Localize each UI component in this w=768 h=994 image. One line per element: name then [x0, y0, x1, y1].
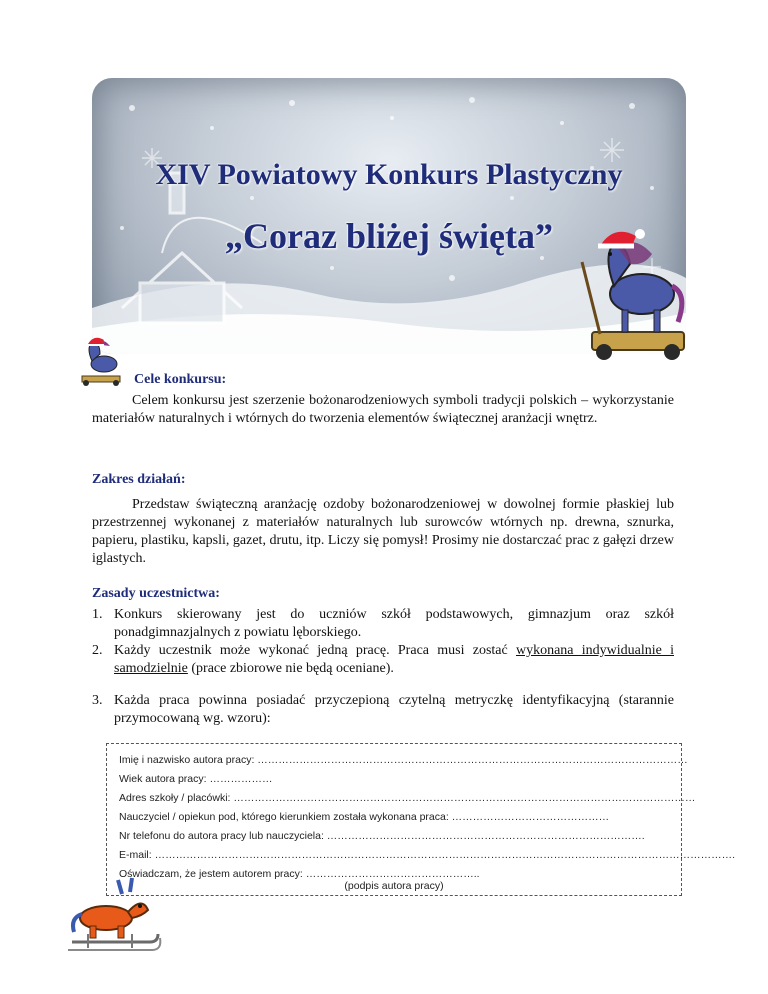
identification-form [106, 743, 736, 896]
rules-list [92, 606, 674, 728]
rule-item: 2. Każdy uczestnik może wykonać jedną pracę. Praca musi zostać wykonana indywidualnie i samodzielnie (prace zbiorowe nie będą oceniane). [92, 643, 674, 676]
rule-item: 1. Konkurs skierowany jest do uczniów szkół podstawowych, gimnazjum oraz szkół ponadgimnazjalnych z powiatu lęborskiego. [92, 607, 674, 640]
cele-text: Celem konkursu jest szerzenie bożonarodzeniowych symboli tradycji polskich – wykorzystanie materiałów naturalnych i wtórnych do tworzenia elementów świątecznej aranżacji wnętrz. [92, 393, 674, 426]
form-line-email: E-mail: …………………………………………………………………………………………………………………………………………………. [119, 849, 736, 861]
banner-title-line2: „Coraz bliżej święta” [225, 216, 553, 256]
form-line-phone: Nr telefonu do autora pracy lub nauczyciela: ………………………………………………………………………………. [119, 830, 645, 842]
zakres-text: Przedstaw świąteczną aranżację ozdoby bożonarodzeniowej w dowolnej formie płaskiej lub przestrzennej wykonanej z materiałów naturalnych lub surowców wtórnych np. drewna, sznurka, papieru, plastiku, kapsli, gazet, drutu, itp. Liczy się pomysł! Prosimy nie dostarczać prac z gałęzi drzew iglastych. [92, 497, 674, 566]
form-line-declaration: Oświadczam, że jestem autorem pracy: ………………………………………….. [119, 868, 480, 880]
form-line-name: Imię i nazwisko autora pracy: …………………………………………………………………………………………………………… [119, 754, 688, 766]
form-line-school: Adres szkoły / placówki: …………………………………………………………………………………………………………………… [119, 792, 696, 804]
rule-item: 3. Każda praca powinna posiadać przyczepioną czytelną metryczkę identyfikacyjną (starannie przymocowaną wg. wzoru): [92, 693, 674, 726]
horse-on-sled-illustration [62, 876, 162, 960]
signature-caption: (podpis autora pracy) [344, 880, 444, 892]
zasady-heading: Zasady uczestnictwa: [92, 586, 220, 601]
form-line-age: Wiek autora pracy: ……………… [119, 773, 273, 785]
small-pony-illustration [74, 336, 130, 388]
pony-on-wheels-illustration [574, 224, 690, 364]
cele-heading: Cele konkursu: [134, 372, 227, 387]
underlined-requirement: wykonana indywidualnie i samodzielnie [114, 643, 674, 676]
zakres-heading: Zakres działań: [92, 472, 186, 487]
form-line-teacher: Nauczyciel / opiekun pod, którego kierunkiem została wykonana praca: ……………………………………… [119, 811, 610, 823]
banner-title-line1: XIV Powiatowy Konkurs Plastyczny [155, 158, 623, 191]
